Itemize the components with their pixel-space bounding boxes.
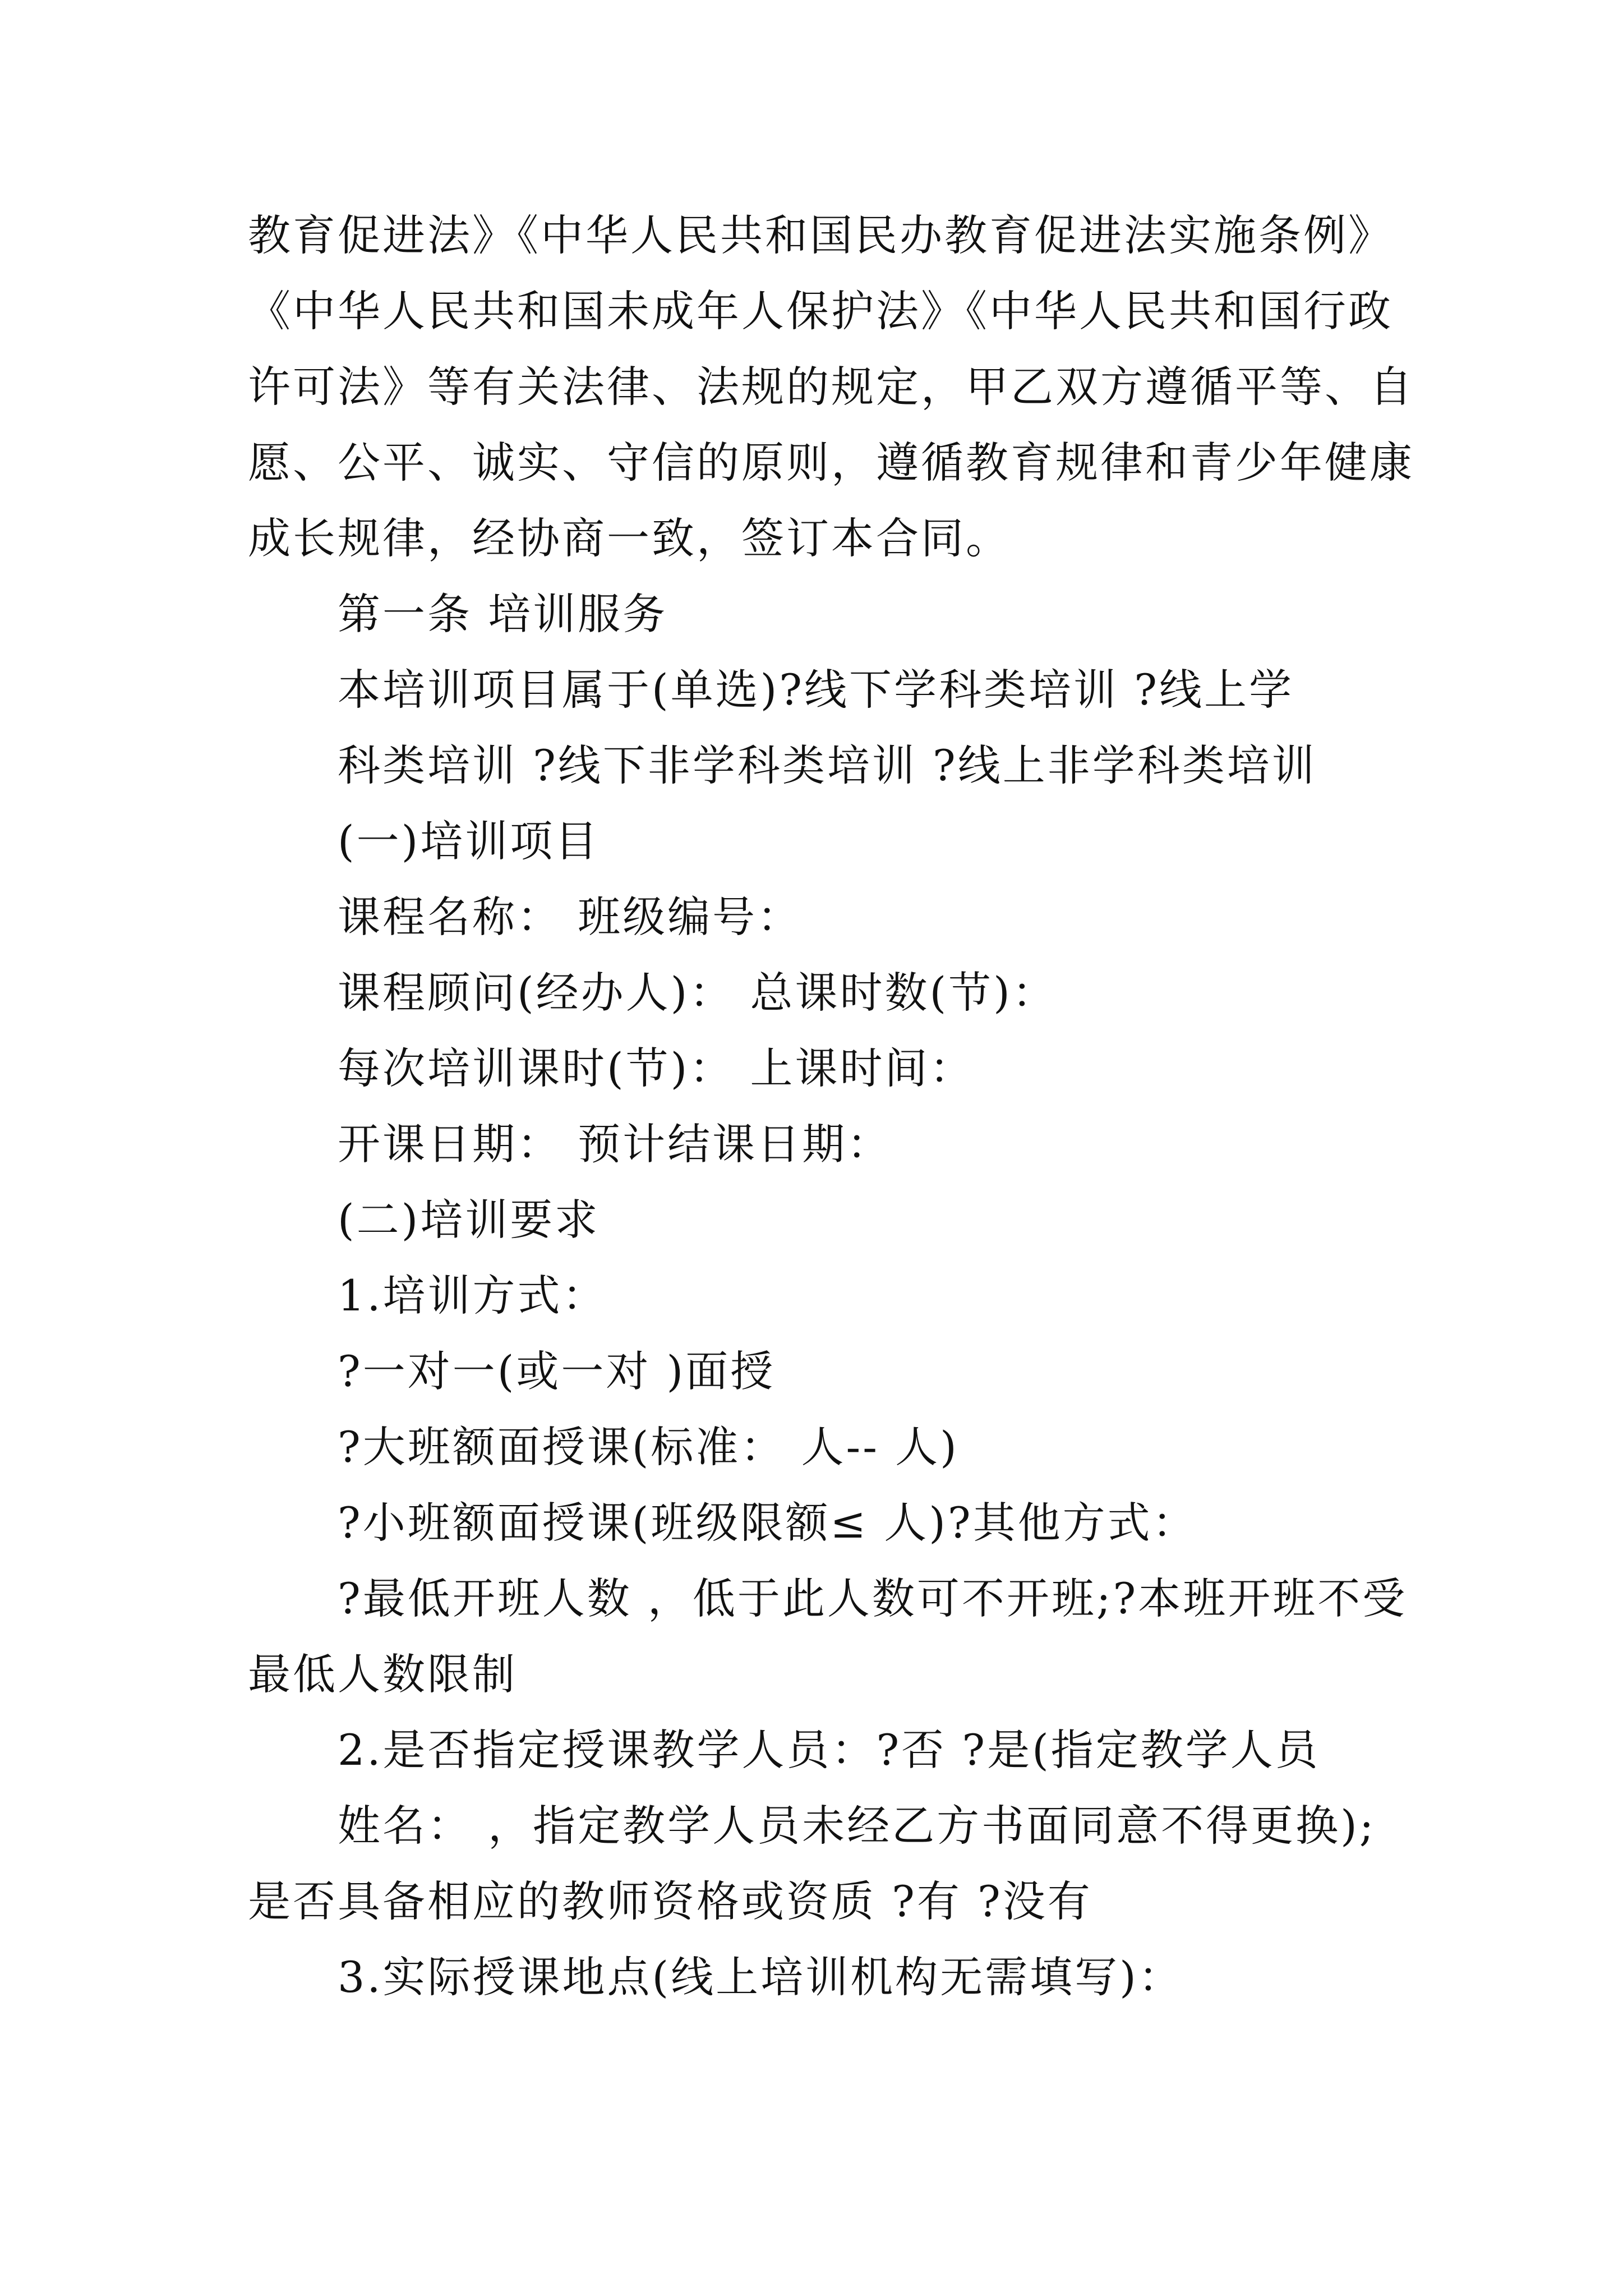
option-small-class: ?小班额面授课(班级限额≤ 人)?其他方式： xyxy=(338,1498,1197,1548)
intro-line-5: 成长规律，经协商一致，签订本合同。 xyxy=(248,513,1011,563)
item-3-line: 3.实际授课地点(线上培训机构无需填写)： xyxy=(338,1952,1183,2002)
min-enrollment-line-2: 最低人数限制 xyxy=(248,1649,517,1699)
intro-line-3: 许可法》等有关法律、法规的规定，甲乙双方遵循平等、自 xyxy=(248,362,1414,412)
project-type-line-1: 本培训项目属于(单选)?线下学科类培训 ?线上学 xyxy=(338,665,1294,715)
item-2-line-1: 2.是否指定授课教学人员：?否 ?是(指定教学人员 xyxy=(338,1725,1320,1775)
intro-line-1: 教育促进法》《中华人民共和国民办教育促进法实施条例》 xyxy=(248,210,1393,260)
item-1-title: 1.培训方式： xyxy=(338,1271,607,1320)
project-type-line-2: 科类培训 ?线下非学科类培训 ?线上非学科类培训 xyxy=(338,740,1317,790)
intro-line-4: 愿、公平、诚实、守信的原则，遵循教育规律和青少年健康 xyxy=(248,438,1414,487)
advisor-line: 课程顾问(经办人)： 总课时数(节)： xyxy=(338,968,1057,1018)
section-1-title: (一)培训项目 xyxy=(338,816,600,866)
option-large-class: ?大班额面授课(标准： 人-- 人) xyxy=(338,1422,959,1472)
start-date-line: 开课日期： 预计结课日期： xyxy=(338,1119,892,1169)
option-one-on-one: ?一对一(或一对 )面授 xyxy=(338,1346,776,1396)
min-enrollment-line-1: ?最低开班人数 ，低于此人数可不开班;?本班开班不受 xyxy=(338,1573,1408,1623)
intro-line-2: 《中华人民共和国未成年人保护法》《中华人民共和国行政 xyxy=(248,286,1393,336)
course-name-line: 课程名称： 班级编号： xyxy=(338,892,803,942)
section-2-title: (二)培训要求 xyxy=(338,1195,600,1245)
article-title: 第一条 培训服务 xyxy=(338,589,668,639)
item-2-line-2: 姓名： ，指定教学人员未经乙方书面同意不得更换); xyxy=(338,1801,1376,1851)
session-hours-line: 每次培训课时(节)： 上课时间： xyxy=(338,1043,975,1093)
item-2-line-3: 是否具备相应的教师资格或资质 ?有 ?没有 xyxy=(248,1876,1092,1926)
